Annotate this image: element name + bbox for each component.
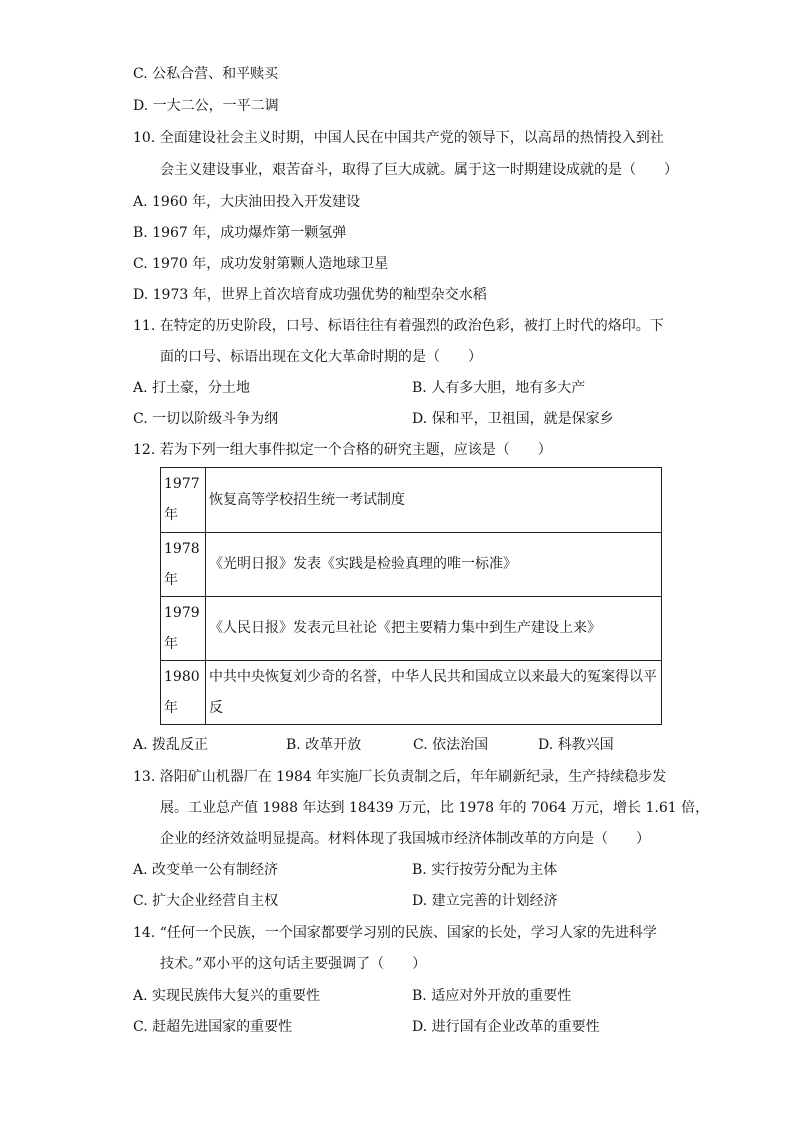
q11-option-d[interactable] [412,409,614,429]
q13-stem-line1 [133,767,666,787]
table-cell-event: 《光明日报》发表《实践是检验真理的唯一标准》 [206,533,662,597]
q12-option-a[interactable] [133,735,208,755]
option-letter: C. [133,893,148,909]
q10-option-b[interactable] [133,223,346,243]
q14-option-a[interactable] [133,986,320,1006]
option-text: 改革开放 [305,737,362,753]
option-text: 依法治国 [432,737,489,753]
table-cell-year: 1977 年 [161,468,206,533]
question-stem: 在特定的历史阶段，口号、标语往往有着强烈的政治色彩，被打上时代的烙印。下 [159,318,664,334]
question-stem: 全面建设社会主义时期，中国人民在中国共产党的领导下，以高昂的热情投入到社 [159,130,664,146]
option-text: 进行国有企业改革的重要性 [431,1019,600,1035]
question-number: 10. [133,130,156,146]
q12-option-b[interactable] [286,735,361,755]
q11-option-c[interactable] [133,409,278,429]
option-letter: D. [133,287,149,303]
option-text: 打土豪，分土地 [152,380,251,396]
q10-option-a[interactable] [133,192,360,212]
table-cell-event: 中共中央恢复刘少奇的名誉，中华人民共和国成立以来最大的冤案得以平反 [206,661,662,725]
q12-option-c[interactable] [413,735,488,755]
question-stem: 若为下列一组大事件拟定一个合格的研究主题，应该是（ ） [159,442,552,458]
question-number: 11. [133,318,156,334]
option-letter: A. [133,862,148,878]
option-text: 扩大企业经营自主权 [152,893,279,909]
option-text: 公私合营、和平赎买 [152,66,279,82]
option-text: 拨乱反正 [152,737,209,753]
option-letter: C. [133,411,148,427]
option-text: 科教兴国 [557,737,614,753]
option-text: 建立完善的计划经济 [431,893,558,909]
q14-stem-line2: 技术。”邓小平的这句话主要强调了（ ） [160,956,427,972]
table-row [161,533,662,597]
option-text: 1967 年，成功爆炸第一颗氢弹 [152,225,347,241]
q12-stem-line1 [133,440,552,460]
q10-option-c[interactable] [133,254,388,274]
option-text: 保和平，卫祖国，就是保家乡 [431,411,614,427]
option-text: 适应对外开放的重要性 [431,988,572,1004]
option-letter: C. [413,737,428,753]
q14-option-c[interactable] [133,1017,292,1037]
option-letter: B. [286,737,301,753]
q11-option-b[interactable] [412,378,585,398]
q10-stem-line1 [133,128,664,148]
q13-option-c[interactable] [133,891,278,911]
q13-stem-line2: 展。工业总产值 1988 年达到 18439 万元，比 1978 年的 7064 万元，增长 1.61 倍， [160,800,710,816]
q14-option-d[interactable] [412,1017,600,1037]
option-text: 赶超先进国家的重要性 [152,1019,293,1035]
q11-stem-line1 [133,316,664,336]
option-letter: C. [133,1019,148,1035]
q11-option-a[interactable] [133,378,250,398]
q13-option-b[interactable] [412,860,557,880]
q10-stem-line2: 会主义建设事业，艰苦奋斗，取得了巨大成就。属于这一时期建设成就的是（ ） [160,162,678,178]
q14-option-b[interactable] [412,986,571,1006]
option-letter: B. [412,862,427,878]
question-stem: 洛阳矿山机器厂在 1984 年实施厂长负责制之后，年年刷新纪录，生产持续稳步发 [159,769,667,785]
q10-option-d[interactable] [133,285,487,305]
option-letter: B. [412,988,427,1004]
option-letter: D. [538,737,554,753]
table-cell-year: 1979 年 [161,597,206,661]
option-text: 实现民族伟大复兴的重要性 [152,988,321,1004]
option-text: 人有多大胆，地有多大产 [431,380,586,396]
question-number: 14. [133,925,156,941]
question-number: 12. [133,442,156,458]
option-letter: D. [412,411,428,427]
q13-option-a[interactable] [133,860,278,880]
option-text: 1973 年，世界上首次培育成功强优势的籼型杂交水稻 [152,287,487,303]
option-letter: D. [412,893,428,909]
q14-stem-line1 [133,923,657,943]
q12-option-d[interactable] [538,735,614,755]
q13-option-d[interactable] [412,891,558,911]
events-table [160,467,662,725]
q9-option-d[interactable] [133,96,279,116]
table-cell-event: 《人民日报》发表元旦社论《把主要精力集中到生产建设上来》 [206,597,662,661]
option-letter: B. [412,380,427,396]
table-cell-event: 恢复高等学校招生统一考试制度 [206,468,662,533]
option-text: 1970 年，成功发射第颗人造地球卫星 [152,256,389,272]
option-letter: A. [133,380,148,396]
option-letter: B. [133,225,148,241]
option-letter: D. [133,98,149,114]
table-cell-year: 1980 年 [161,661,206,725]
option-text: 改变单一公有制经济 [152,862,279,878]
question-number: 13. [133,769,156,785]
option-letter: C. [133,66,148,82]
table-cell-year: 1978 年 [161,533,206,597]
option-letter: C. [133,256,148,272]
option-text: 一切以阶级斗争为纲 [152,411,279,427]
option-text: 一大二公，一平二调 [152,98,279,114]
table-row [161,597,662,661]
question-stem: “任何一个民族，一个国家都要学习别的民族、国家的长处，学习人家的先进科学 [159,925,657,941]
option-letter: D. [412,1019,428,1035]
option-letter: A. [133,737,148,753]
q9-option-c[interactable] [133,64,278,84]
q13-stem-line3: 企业的经济效益明显提高。材料体现了我国城市经济体制改革的方向是（ ） [160,831,650,847]
table-row [161,661,662,725]
option-letter: A. [133,194,148,210]
q11-stem-line2: 面的口号、标语出现在文化大革命时期的是（ ） [160,349,482,365]
option-letter: A. [133,988,148,1004]
option-text: 实行按劳分配为主体 [431,862,558,878]
option-text: 1960 年，大庆油田投入开发建设 [152,194,361,210]
table-row [161,468,662,533]
